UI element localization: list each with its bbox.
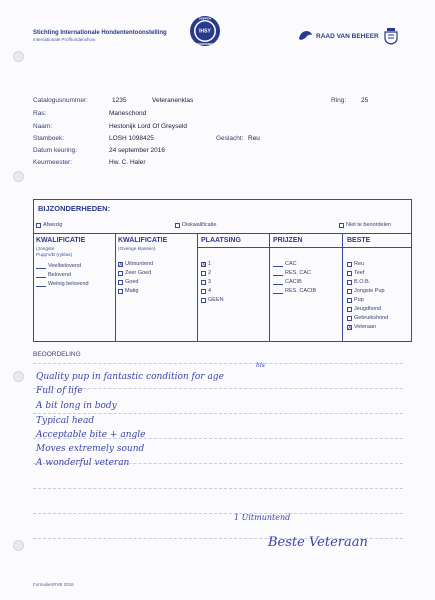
catalogusnummer-label: Catalogusnummer: [33,97,88,104]
column-divider [115,233,116,342]
kw-jong-item[interactable] [36,280,89,288]
plaatsing-item[interactable] [201,260,211,268]
handwritten-kwalificatie: 1 Uitmuntend [234,513,291,522]
prijzen-item[interactable] [273,278,302,286]
checkbox[interactable]: X [348,324,352,331]
item-label: RES. CAC [285,270,311,276]
row-datum [33,147,393,158]
checkbox[interactable] [201,271,206,276]
checkbox[interactable] [347,298,352,303]
checkbox[interactable] [118,271,123,276]
item-label: Goed [125,279,139,285]
item-label: GEEN [208,297,224,303]
plaatsing-item[interactable] [201,278,211,286]
punch-hole [13,171,24,182]
checkbox[interactable] [201,289,206,294]
beste-item[interactable] [347,269,364,277]
punch-hole [13,371,24,382]
item-label: 3 [208,279,212,285]
option-diskwalificatie[interactable] [175,222,217,228]
handwritten-line: A bit long in body [36,401,117,411]
checkbox[interactable] [273,271,283,276]
beste-item[interactable] [347,287,385,295]
kw-jong-item[interactable] [36,271,71,279]
checkbox[interactable] [273,289,283,294]
ruled-line [33,363,403,364]
rvb-name: RAAD VAN BEHEER [316,32,379,40]
catalogusnummer-value: 1235 [112,97,127,104]
ruled-line [33,513,403,514]
checkbox[interactable] [118,289,123,294]
bijzonderheden-title: BIJZONDERHEDEN: [38,204,111,213]
kw-jong-title: KWALIFICATIE [36,237,86,244]
beste-item[interactable] [347,260,364,268]
row-stamboek [33,135,393,146]
divider [343,247,411,248]
ring-label: Ring: [331,97,347,104]
beste-item[interactable] [347,323,376,331]
naam-label: Naam: [33,123,53,130]
item-label: Teef [354,270,365,276]
divider [33,233,412,234]
kw-jong-sub: (Jongste [36,247,55,252]
beste-title: BESTE [347,237,371,244]
handwritten-line: Typical head [36,416,95,426]
row-naam [33,123,393,134]
handwritten-line: Acceptable bite + angle [36,430,146,440]
checkbox[interactable] [118,280,123,285]
checkbox[interactable] [36,282,46,287]
beste-item[interactable] [347,305,381,313]
checkbox[interactable] [347,271,352,276]
prijzen-title: PRIJZEN [273,237,303,244]
handwritten-line: Full of life [36,386,83,396]
item-label: 1 [208,261,212,267]
option-afwezig[interactable] [36,222,62,228]
org-subtitle: Internationale Profhondenshow [33,37,96,42]
handwritten-line: A wonderful veteran [36,458,130,468]
item-label: Zeer Goed [125,270,152,276]
ruled-line [33,488,403,489]
stamboek-label: Stamboek: [33,135,65,142]
checkbox[interactable] [347,289,352,294]
plaatsing-item[interactable] [201,287,211,295]
handwritten-beste: Beste Veteraan [268,535,368,550]
divider [198,247,269,248]
checkbox[interactable] [175,223,180,228]
naam-value: Hestonijk Lord Of Greyseld [109,123,188,130]
checkbox[interactable] [36,264,46,269]
item-label: CAC [285,261,297,267]
checkbox[interactable] [201,298,206,303]
row-ras [33,110,393,121]
prijzen-item[interactable] [273,269,311,277]
item-label: Pup [354,297,364,303]
punch-hole [13,51,24,62]
klasse-value: Veteranenklas [152,97,194,104]
checkbox[interactable] [201,280,206,285]
rvb-logo [297,27,398,45]
beoordeling-label: BEOORDELING [33,351,81,358]
logo-text-top: SKIPPEN [198,16,212,21]
ring-value: 25 [361,97,369,104]
keurmeester-label: Keurmeester: [33,159,73,166]
column-divider [197,233,198,342]
item-label: CACIB [285,279,302,285]
beste-item[interactable] [347,278,370,286]
item-label: Belovend [48,272,71,278]
ruled-line [33,388,403,389]
kw-overig-item[interactable] [118,287,138,295]
ras-label: Ras: [33,110,47,117]
item-label: RES. CACIB [285,288,317,294]
beste-item[interactable] [347,296,364,304]
item-label: Veelbelovend [48,263,82,269]
kw-jong-sub: Pupp's/B (ryklas) [36,253,73,258]
option-niet-beoordelen[interactable] [339,222,391,228]
kw-overig-item[interactable] [118,269,151,277]
ihsy-logo [189,15,221,47]
prijzen-item[interactable] [273,287,316,295]
checkbox[interactable] [36,223,41,228]
kw-overig-sub: (Overige klassen) [118,247,156,252]
form-code: Formulier/RVB 2016 [33,582,74,587]
item-label: Reu [354,261,365,267]
row-catalogusnummer [33,97,393,108]
ruled-line [33,413,403,414]
kw-jong-item[interactable] [36,262,81,270]
checkbox[interactable]: X [202,261,206,268]
checkbox[interactable] [273,280,283,285]
geslacht-value: Reu [248,135,260,142]
dog-head-icon [297,29,313,43]
checkbox[interactable] [347,307,352,312]
kw-overig-title: KWALIFICATIE [118,237,168,244]
option-label: Diskwalificatie [182,222,217,228]
beste-item[interactable] [347,314,388,322]
item-label: Matig [125,288,139,294]
item-label: B.O.B. [354,279,371,285]
checkbox[interactable] [339,223,344,228]
column-divider [342,233,343,342]
datum-value: 24 september 2016 [109,147,166,154]
item-label: 4 [208,288,212,294]
option-label: Afwezig [43,222,63,228]
item-label: Veteraan [354,324,377,330]
item-label: Gebruikshond [354,315,389,321]
item-label: Jeugdhond [354,306,382,312]
punch-hole [13,540,24,551]
handwritten-insert: his [256,362,265,369]
column-divider [269,233,270,342]
item-label: 2 [208,270,212,276]
geslacht-label: Geslacht: [216,135,244,142]
option-label: Niet te beoordelen [346,222,391,228]
checkbox[interactable] [347,262,352,267]
crest-icon [384,27,398,45]
row-keurmeester [33,159,393,170]
item-label: Uitmuntend [125,261,154,267]
logo-text-bottom: BEKRONING [196,41,214,46]
datum-label: Datum keuring: [33,147,78,154]
logo-text-mid: IHSY [199,28,211,35]
divider [270,247,342,248]
org-title: Stichting Internationale Hondententoonstelling [33,30,167,36]
stamboek-value: LOSH 1098425 [109,135,154,142]
kw-overig-item[interactable] [118,260,153,268]
kw-overig-item[interactable] [118,278,138,286]
handwritten-line: Quality pup in fantastic condition for age [36,372,224,382]
item-label: Jongste Pup [354,288,385,294]
checkbox[interactable] [36,273,46,278]
checkbox[interactable] [273,262,283,267]
prijzen-item[interactable] [273,260,297,268]
checkbox[interactable] [347,280,352,285]
plaatsing-item[interactable] [201,269,211,277]
ras-value: Maneschond [109,110,147,117]
keurmeester-value: Hw. C. Haler [109,159,146,166]
handwritten-line: Moves extremely sound [36,444,145,454]
checkbox[interactable]: X [119,261,123,268]
plaatsing-geen[interactable] [201,296,224,304]
item-label: Weinig belovend [48,281,89,287]
plaatsing-title: PLAATSING [201,237,241,244]
org-header [33,30,167,42]
checkbox[interactable] [347,316,352,321]
